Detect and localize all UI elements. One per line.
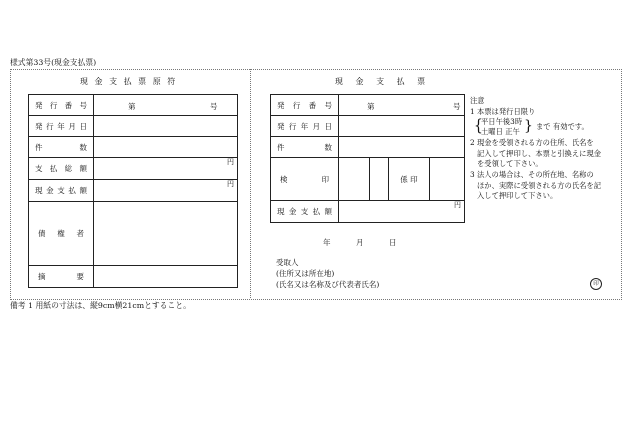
form-title: 様式第33号(現金支払票) [10,58,97,67]
note-3-line-2: ほか、実際に受領される方の氏名を記 [477,180,602,190]
slip-date-year: 年 [323,238,331,247]
stub-number-field[interactable] [94,95,238,116]
note-1-tail: まで 有効です。 [536,122,589,132]
stub-date-field[interactable] [94,116,238,137]
stub-date-label: 発行年月日 [29,116,94,137]
stub-heading: 現 金 支 払 票 原 符 [80,77,176,86]
notes-block [470,96,620,202]
yen-mark: 円 [227,158,234,166]
perforation-line [250,69,251,298]
stub-creditor-field[interactable] [94,202,238,266]
note-3-line-3: 入して押印して下さい。 [477,191,558,201]
slip-date-day: 日 [389,238,397,247]
slip-number-prefix: 第 [367,102,375,111]
slip-cash-label: 現金支払額 [271,201,339,223]
yen-mark: 円 [227,180,234,188]
stub-count-field[interactable] [94,137,238,158]
slip-seal2-field[interactable] [430,158,465,201]
slip-table [270,94,465,223]
slip-seal1-label: 検 印 [271,158,339,201]
slip-count-label: 件 数 [271,137,339,158]
yen-mark: 円 [454,201,461,209]
slip-seal2-label: 係 印 [389,158,430,201]
slip-number-label: 発行番号 [271,95,339,116]
receiver-title: 受取人 [276,258,299,267]
stub-number-label: 発行番号 [29,95,94,116]
stub-cash-field[interactable] [94,180,238,202]
stub-total-label: 支払総額 [29,158,94,180]
brace-right-icon: } [524,118,533,135]
slip-date-label: 発行年月日 [271,116,339,137]
note-1: 1 本票は発行日限り [470,106,536,116]
stub-total-field[interactable] [94,158,238,180]
brace-left-icon: { [474,117,483,135]
note-2-line-1: 2 現金を受領される方の住所、氏名を [470,138,594,148]
slip-seal1-field[interactable] [339,158,370,201]
stub-count-label: 件 数 [29,137,94,158]
stub-table [28,94,238,288]
note-3-line-1: 3 法人の場合は、その所在地、名称の [470,169,594,179]
slip-number-suffix: 号 [453,102,461,111]
slip-count-field[interactable] [339,137,465,158]
slip-cash-field[interactable] [339,201,465,223]
note-1-weekday: 平日午後3時 [481,117,523,127]
stub-cash-label: 現金支払額 [29,180,94,202]
receiver-address: (住所又は所在地) [276,269,335,278]
seal-mark-icon: 印 [590,278,602,290]
notes-title: 注意 [470,96,485,105]
stub-creditor-label: 債 権 者 [29,202,94,266]
stub-summary-label: 摘 要 [29,266,94,288]
note-2-line-2: 記入して押印し、本票と引換えに現金 [477,148,602,158]
stub-summary-field[interactable] [94,266,238,288]
stub-number-prefix: 第 [128,102,136,111]
note-2-line-3: を受領して下さい。 [477,159,543,169]
footnote: 備考 1 用紙の寸法は、縦9cm横21cmとすること。 [10,301,191,310]
slip-heading: 現 金 支 払 票 [335,77,426,86]
stub-number-suffix: 号 [210,102,218,111]
slip-number-field[interactable] [339,95,465,116]
slip-date-field[interactable] [339,116,465,137]
note-1-saturday: 土曜日 正午 [481,127,520,137]
receiver-name: (氏名又は名称及び代表者氏名) [276,280,380,289]
slip-date-month: 月 [356,238,364,247]
